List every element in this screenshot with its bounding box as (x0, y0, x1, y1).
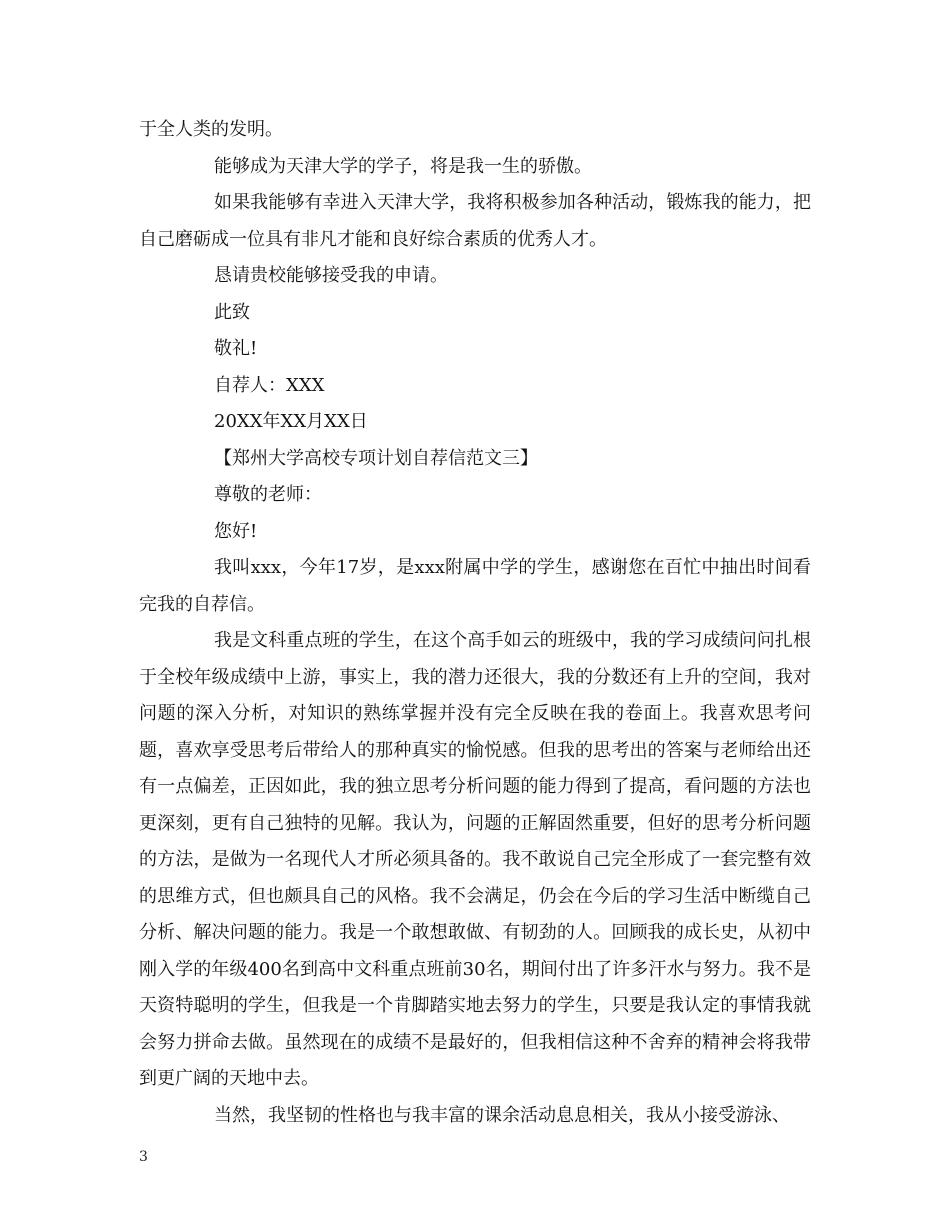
page-number: 3 (139, 1149, 148, 1165)
paragraph: 我是文科重点班的学生，在这个高手如云的班级中，我的学习成绩问问扎根于全校年级成绩中上游，事实上，我的潜力还很大，我的分数还有上升的空间，我对问题的深入分析，对知识的熟练掌握并没有完全反映在我的卷面上。我喜欢思考问题，喜欢享受思考后带给人的那种真实的愉悦感。但我的思考出的答案与老师给出还有一点偏差，正因如此，我的独立思考分析问题的能力得到了提高，看问题的方法也更深刻，更有自己独特的见解。我认为，问题的正解固然重要，但好的思考分析问题的方法，是做为一名现代人才所必须具备的。我不敢说自己完全形成了一套完整有效的思维方式，但也颇具自己的风格。我不会满足，仍会在今后的学习生活中断缆自己分析、解决问题的能力。我是一个敢想敢做、有韧劲的人。回顾我的成长史，从初中刚入学的年级400名到高中文科重点班前30名，期间付出了许多汗水与努力。我不是天资特聪明的学生，但我是一个肯脚踏实地去努力的学生，只要是我认定的事情我就会努力拼命去做。虽然现在的成绩不是最好的，但我相信这种不舍弃的精神会将我带到更广阔的天地中去。 (139, 630, 811, 1089)
paragraph: 当然，我坚韧的性格也与我丰富的课余活动息息相关，我从小接受游泳、 (214, 1104, 790, 1126)
paragraph: 20XX年XX月XX日 (214, 411, 368, 432)
paragraph: 尊敬的老师： (214, 484, 322, 505)
paragraph: 敬礼! (214, 338, 258, 359)
paragraph: 【郑州大学高校专项计划自荐信范文三】 (214, 447, 538, 469)
paragraph: 我叫xxx，今年17岁，是xxx附属中学的学生，感谢您在百忙中抽出时间看完我的自荐信。 (139, 557, 811, 615)
paragraph: 此致 (214, 301, 250, 323)
paragraph: 于全人类的发明。 (139, 119, 283, 140)
paragraph: 如果我能够有幸进入天津大学，我将积极参加各种活动，锻炼我的能力，把自己磨砺成一位具有非凡才能和良好综合素质的优秀人才。 (139, 192, 811, 250)
paragraph: 您好! (214, 520, 258, 542)
document-body (139, 112, 811, 1134)
paragraph: 能够成为天津大学的学子，将是我一生的骄傲。 (214, 155, 592, 177)
paragraph: 恳请贵校能够接受我的申请。 (214, 265, 448, 286)
paragraph: 自荐人：XXX (214, 374, 325, 396)
